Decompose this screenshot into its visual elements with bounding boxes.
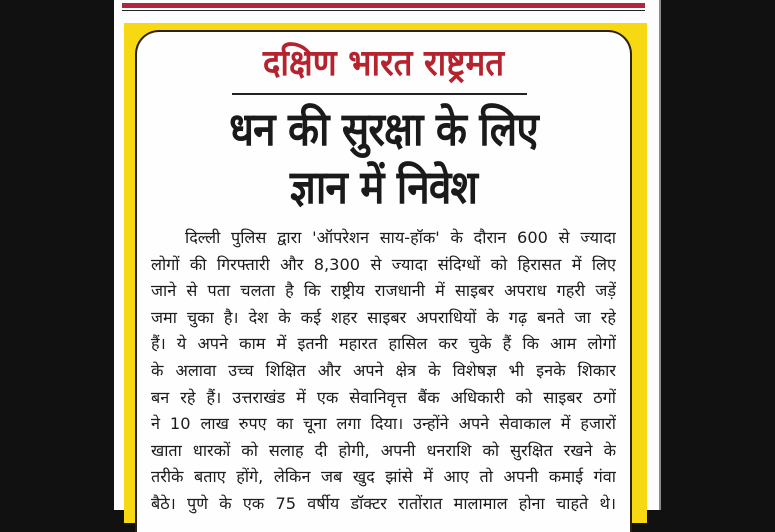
top-rule-line <box>122 10 645 11</box>
body-line: खाता धारकों को सलाह दी होगी, अपनी धनराशि को सुरक्षित रखने के <box>151 440 616 460</box>
body-line: ने 10 लाख रुपए का चूना लगा दिया। उन्होंने अपने सेवाकाल में हजारों <box>151 414 616 434</box>
headline-line-2: ज्ञान में निवेश <box>289 160 478 214</box>
headline-line-1: धन की सुरक्षा के लिए <box>229 102 538 156</box>
masthead-rule <box>232 93 527 95</box>
body-line: जमा चुका है। देश के कई शहर साइबर अपराधियों के गढ़ बनते जा रहे <box>151 307 616 327</box>
body-line: बैठे। पुणे के एक 75 वर्षीय डॉक्टर रातोंरात मालामाल होना चाहते थे। <box>151 493 616 513</box>
body-line: हैं। ये अपने काम में इतनी महारत हासिल कर चुके हैं कि आम लोगों <box>151 334 616 354</box>
body-line: के अलावा उच्च शिक्षित और अपने क्षेत्र के विशेषज्ञ भी इनके शिकार <box>151 360 616 380</box>
article-headline <box>137 100 630 216</box>
masthead-title: दक्षिण भारत राष्ट्रमत <box>262 43 505 84</box>
body-line: तरीके बताए होंगे, लेकिन जब खुद झांसे में आए तो अपनी कमाई गंवा <box>151 467 616 487</box>
body-line: लोगों की गिरफ्तारी और 8,300 से ज्यादा संदिग्धों को हिरासत में लिए <box>151 254 616 274</box>
body-line: जाने से पता चलता है कि राष्ट्रीय राजधानी में साइबर अपराध गहरी जड़ें <box>151 281 616 301</box>
top-red-bar <box>122 3 645 8</box>
body-line: बन रहे हैं। उत्तराखंड में एक सेवानिवृत्त बैंक अधिकारी को साइबर ठगों <box>151 387 616 407</box>
article-body <box>151 225 616 518</box>
newspaper-page <box>114 0 661 513</box>
body-line: दिल्ली पुलिस द्वारा 'ऑपरेशन साय-हॉक' के दौरान 600 से ज्यादा <box>185 228 616 247</box>
yellow-frame <box>124 23 647 523</box>
article-card <box>135 30 632 532</box>
